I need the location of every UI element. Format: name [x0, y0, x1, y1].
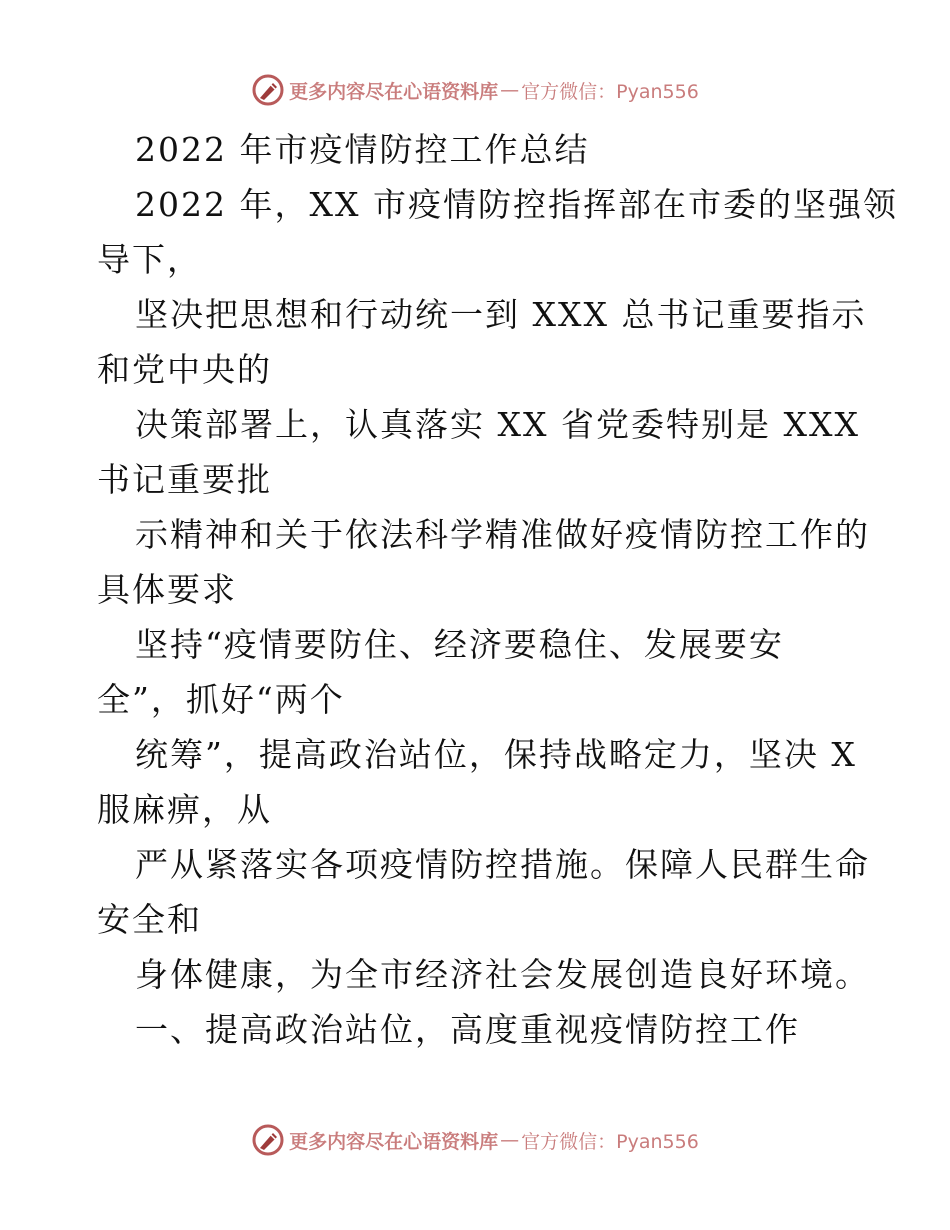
doc-line: 坚决把思想和行动统一到 XXX 总书记重要指示 [135, 295, 867, 334]
doc-line: 和党中央的 [97, 350, 272, 389]
doc-line: 服麻痹，从 [97, 790, 272, 829]
header-banner [0, 70, 950, 110]
doc-line: 安全和 [97, 900, 202, 939]
pen-logo-icon [251, 73, 285, 107]
document-body [97, 122, 898, 1057]
doc-line: 2022 年，XX 市疫情防控指挥部在市委的坚强领 [135, 185, 898, 224]
doc-line: 具体要求 [97, 570, 237, 609]
footer-banner [0, 1120, 950, 1160]
banner-text: 更多内容尽在心语资料库 [289, 80, 499, 103]
doc-line: 导下， [97, 240, 202, 279]
doc-title: 2022 年市疫情防控工作总结 [135, 130, 590, 169]
banner-wechat: 官方微信：Pyan556 [521, 1130, 699, 1153]
doc-line: 全”，抓好“两个 [97, 680, 345, 719]
pen-logo-icon [251, 1123, 285, 1157]
doc-line: 严从紧落实各项疫情防控措施。保障人民群生命 [135, 845, 870, 884]
banner-wechat: 官方微信：Pyan556 [521, 80, 699, 103]
banner-separator: — [500, 79, 520, 101]
banner-separator: — [500, 1129, 520, 1151]
banner-text: 更多内容尽在心语资料库 [289, 1130, 499, 1153]
doc-line: 示精神和关于依法科学精准做好疫情防控工作的 [135, 515, 870, 554]
doc-line: 决策部署上，认真落实 XX 省党委特别是 XXX [135, 405, 860, 444]
doc-line: 书记重要批 [97, 460, 272, 499]
section-heading: 一、提高政治站位，高度重视疫情防控工作 [135, 1010, 800, 1049]
doc-line: 身体健康，为全市经济社会发展创造良好环境。 [135, 955, 870, 994]
doc-line: 统筹”，提高政治站位，保持战略定力，坚决 X [135, 735, 857, 774]
doc-line: 坚持“疫情要防住、经济要稳住、发展要安 [135, 625, 784, 664]
